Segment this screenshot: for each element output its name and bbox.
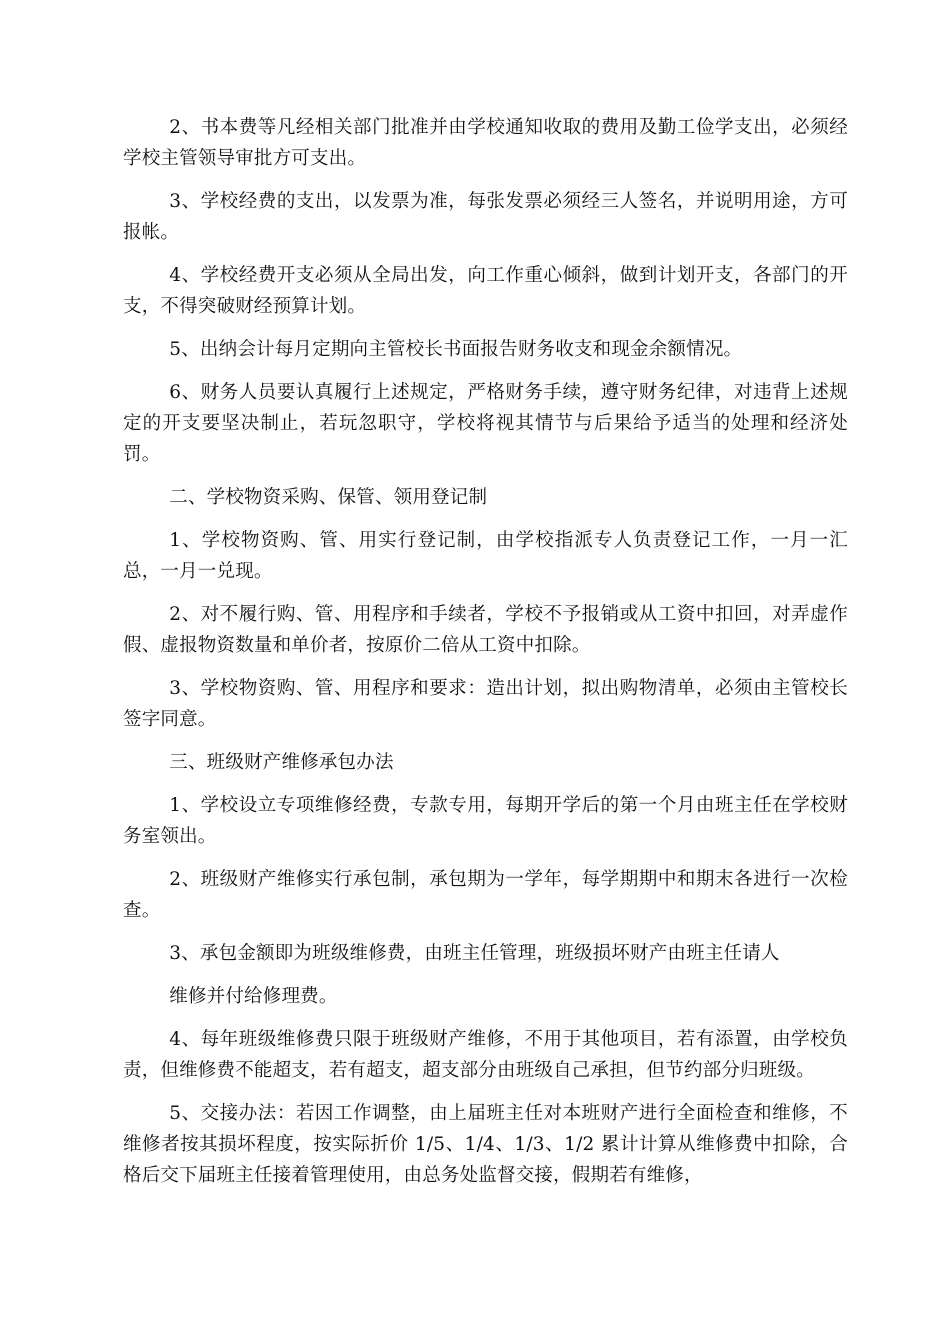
paragraph-maintenance-5: 5、交接办法：若因工作调整，由上届班主任对本班财产进行全面检查和维修，不维修者按其损坏程度，按实际折价 1/5、1/4、1/3、1/2 累计计算从维修费中扣除，合格后交下届班主任接着管理使用，由总务处监督交接，假期若有维修，	[123, 1103, 848, 1186]
paragraph-item-6-staff-duties: 6、财务人员要认真履行上述规定，严格财务手续，遵守财务纪律，对违背上述规定的开支要坚决制止，若玩忽职守，学校将视其情节与后果给予适当的处理和经济处罚。	[123, 382, 848, 465]
paragraph-item-2-book-fees: 2、书本费等凡经相关部门批准并由学校通知收取的费用及勤工俭学支出，必须经学校主管领导审批方可支出。	[123, 117, 848, 169]
paragraph-item-3-invoice: 3、学校经费的支出，以发票为准，每张发票必须经三人签名，并说明用途，方可报帐。	[123, 191, 848, 243]
document-body	[123, 112, 848, 1203]
paragraph-materials-1: 1、学校物资购、管、用实行登记制，由学校指派专人负责登记工作，一月一汇总，一月一兑现。	[123, 530, 848, 582]
paragraph-maintenance-3-continued: 维修并付给修理费。	[169, 986, 338, 1007]
paragraph-materials-3: 3、学校物资购、管、用程序和要求：造出计划，拟出购物清单，必须由主管校长签字同意。	[123, 678, 848, 730]
paragraph-materials-2: 2、对不履行购、管、用程序和手续者，学校不予报销或从工资中扣回，对弄虚作假、虚报物资数量和单价者，按原价二倍从工资中扣除。	[123, 604, 848, 656]
paragraph-maintenance-3: 3、承包金额即为班级维修费，由班主任管理，班级损坏财产由班主任请人	[169, 943, 780, 964]
section-heading-2: 二、学校物资采购、保管、领用登记制	[169, 487, 488, 508]
paragraph-maintenance-1: 1、学校设立专项维修经费，专款专用，每期开学后的第一个月由班主任在学校财务室领出。	[123, 795, 848, 847]
paragraph-maintenance-4: 4、每年班级维修费只限于班级财产维修，不用于其他项目，若有添置，由学校负责，但维修费不能超支，若有超支，超支部分由班级自己承担，但节约部分归班级。	[123, 1029, 848, 1081]
paragraph-maintenance-2: 2、班级财产维修实行承包制，承包期为一学年，每学期期中和期末各进行一次检查。	[123, 869, 848, 921]
paragraph-item-5-cashier-report: 5、出纳会计每月定期向主管校长书面报告财务收支和现金余额情况。	[169, 339, 743, 360]
paragraph-item-4-budget: 4、学校经费开支必须从全局出发，向工作重心倾斜，做到计划开支，各部门的开支，不得突破财经预算计划。	[123, 265, 848, 317]
section-heading-3: 三、班级财产维修承包办法	[169, 752, 394, 773]
